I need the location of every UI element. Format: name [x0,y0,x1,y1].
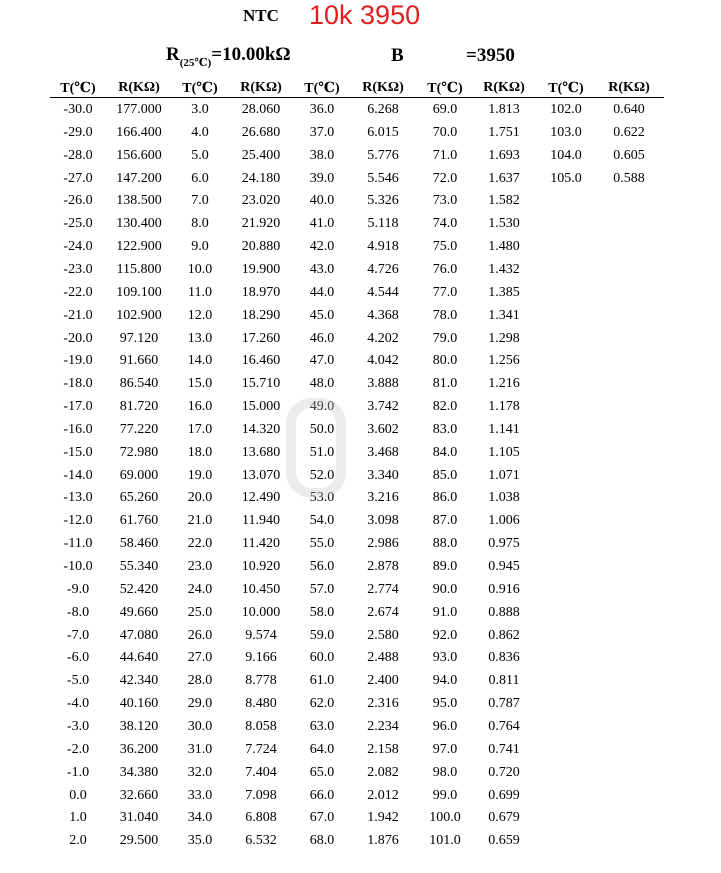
resistance-cell: 2.082 [367,764,399,780]
temperature-cell: 57.0 [309,581,335,597]
temperature-cell: 78.0 [432,307,458,323]
temperature-cell: 89.0 [432,559,458,574]
temperature-cell: 90.0 [432,581,458,597]
resistance-cell: 8.058 [245,718,277,734]
temperature-cell: 92.0 [432,627,458,643]
resistance-cell: 52.420 [119,581,159,597]
temperature-cell: -20.0 [63,330,93,346]
temperature-cell: 39.0 [309,170,335,186]
temperature-cell: 44.0 [309,284,335,300]
resistance-cell: 6.268 [367,102,399,117]
temperature-cell: 40.0 [309,193,335,209]
temperature-cell: 52.0 [309,467,335,483]
resistance-cell: 5.776 [367,147,399,163]
model-label: 10k 3950 [309,0,421,30]
temperature-cell: 76.0 [432,261,458,277]
resistance-cell: 1.876 [367,833,399,849]
resistance-cell: 4.726 [367,261,399,277]
temperature-cell: 51.0 [309,444,335,460]
resistance-cell: 6.808 [245,810,277,826]
temperature-cell: 73.0 [432,193,458,209]
resistance-cell: 0.588 [613,170,645,186]
resistance-cell: 24.180 [241,170,281,186]
column-header: R(KΩ) [483,80,525,95]
b-label: B [391,45,404,66]
resistance-cell: 72.980 [119,444,159,460]
temperature-cell: 69.0 [432,102,458,117]
resistance-cell: 1.480 [488,239,520,255]
resistance-cell: 1.813 [488,102,520,117]
temperature-cell: 65.0 [309,764,335,780]
resistance-cell: 1.582 [488,193,520,209]
temperature-cell: 45.0 [309,307,335,323]
temperature-cell: -5.0 [66,673,90,689]
resistance-cell: 16.460 [241,353,281,369]
resistance-cell: 166.400 [116,124,162,140]
resistance-cell: 1.038 [488,490,520,506]
temperature-cell: 15.0 [187,376,213,392]
temperature-cell: 38.0 [309,147,335,163]
resistance-cell: 1.256 [488,353,520,369]
resistance-cell: 86.540 [119,376,159,392]
header-rule [50,97,664,98]
temperature-cell: 49.0 [309,399,335,415]
resistance-cell: 21.920 [241,216,281,232]
temperature-cell: 87.0 [432,513,458,529]
temperature-cell: 0.0 [69,787,87,803]
temperature-cell: 22.0 [187,536,213,552]
resistance-cell: 7.098 [245,787,277,803]
column-header: R(KΩ) [118,80,160,95]
resistance-cell: 0.640 [613,102,645,117]
column-header: T(℃) [182,81,218,96]
temperature-cell: -3.0 [66,718,90,734]
temperature-cell: 6.0 [191,170,209,186]
resistance-cell: 3.888 [367,376,399,392]
temperature-cell: 24.0 [187,581,213,597]
temperature-cell: 17.0 [187,421,213,437]
resistance-cell: 81.720 [119,399,159,415]
resistance-cell: 49.660 [119,604,159,620]
temperature-cell: -28.0 [63,147,93,163]
resistance-cell: 10.920 [241,559,281,574]
temperature-cell: 7.0 [191,193,209,209]
temperature-cell: 71.0 [432,147,458,163]
temperature-cell: -26.0 [63,193,93,209]
resistance-cell: 2.580 [367,627,399,643]
temperature-cell: 27.0 [187,650,213,666]
temperature-cell: -2.0 [66,741,90,757]
resistance-cell: 10.450 [241,581,281,597]
resistance-cell: 2.400 [367,673,399,689]
temperature-cell: 23.0 [187,559,213,574]
resistance-cell: 156.600 [116,147,162,163]
temperature-cell: 72.0 [432,170,458,186]
temperature-cell: 83.0 [432,421,458,437]
temperature-cell: 47.0 [309,353,335,369]
temperature-cell: 59.0 [309,627,335,643]
resistance-cell: 32.660 [119,787,159,803]
resistance-cell: 5.118 [367,216,399,232]
temperature-cell: 79.0 [432,330,458,346]
resistance-cell: 65.260 [119,490,159,506]
temperature-cell: 18.0 [187,444,213,460]
resistance-cell: 1.751 [488,124,520,140]
temperature-cell: -23.0 [63,261,93,277]
r25-prefix: R [166,44,180,65]
temperature-cell: 36.0 [309,102,335,117]
resistance-cell: 58.460 [119,536,159,552]
resistance-cell: 1.105 [488,444,520,460]
resistance-cell: 1.006 [488,513,520,529]
temperature-cell: 5.0 [191,147,209,163]
resistance-cell: 5.546 [367,170,399,186]
resistance-cell: 1.432 [488,261,520,277]
temperature-cell: 75.0 [432,239,458,255]
resistance-cell: 42.340 [119,673,159,689]
resistance-cell: 109.100 [116,284,162,300]
temperature-cell: 1.0 [69,810,87,826]
temperature-cell: 4.0 [191,124,209,140]
temperature-cell: -11.0 [63,536,93,552]
temperature-cell: 64.0 [309,741,335,757]
resistance-cell: 0.916 [488,581,520,597]
temperature-cell: 77.0 [432,284,458,300]
temperature-cell: -27.0 [63,170,93,186]
resistance-cell: 6.532 [245,833,277,849]
temperature-cell: 84.0 [432,444,458,460]
resistance-cell: 1.216 [488,376,520,392]
temperature-cell: 68.0 [309,833,335,849]
temperature-cell: 53.0 [309,490,335,506]
temperature-cell: 103.0 [550,124,582,140]
resistance-cell: 4.544 [367,284,399,300]
resistance-cell: 3.098 [367,513,399,529]
temperature-cell: 94.0 [432,673,458,689]
temperature-cell: 97.0 [432,741,458,757]
resistance-cell: 0.945 [488,559,520,574]
temperature-cell: 62.0 [309,696,335,712]
temperature-cell: 98.0 [432,764,458,780]
ntc-title: NTC [243,6,279,25]
resistance-cell: 102.900 [116,307,162,323]
temperature-cell: 26.0 [187,627,213,643]
resistance-cell: 44.640 [119,650,159,666]
temperature-cell: 48.0 [309,376,335,392]
resistance-cell: 38.120 [119,718,159,734]
temperature-cell: 12.0 [187,307,213,323]
resistance-cell: 0.659 [488,833,520,849]
resistance-cell: 11.940 [242,513,280,529]
resistance-cell: 3.216 [367,490,399,506]
temperature-cell: 10.0 [187,261,213,277]
resistance-cell: 4.918 [367,239,399,255]
temperature-cell: -24.0 [63,239,93,255]
temperature-cell: 30.0 [187,718,213,734]
temperature-cell: -9.0 [66,581,90,597]
resistance-cell: 115.800 [116,261,162,277]
temperature-cell: 31.0 [187,741,213,757]
resistance-cell: 0.720 [488,764,520,780]
column-header: R(KΩ) [362,80,404,95]
resistance-cell: 1.071 [488,467,520,483]
temperature-cell: -30.0 [63,102,93,117]
resistance-cell: 18.970 [241,284,281,300]
resistance-cell: 138.500 [116,193,162,209]
temperature-cell: 74.0 [432,216,458,232]
temperature-cell: -6.0 [66,650,90,666]
temperature-cell: -1.0 [66,764,90,780]
temperature-cell: 102.0 [550,102,582,117]
resistance-cell: 0.888 [488,604,520,620]
r25-value: =10.00kΩ [211,44,291,65]
temperature-cell: -4.0 [66,696,90,712]
temperature-cell: 43.0 [309,261,335,277]
column-header: T(℃) [548,81,584,96]
resistance-cell: 13.680 [241,444,281,460]
resistance-cell: 0.862 [488,627,520,643]
r25-label [166,44,291,69]
temperature-cell: 46.0 [309,330,335,346]
resistance-cell: 10.000 [241,604,281,620]
resistance-cell: 11.420 [242,536,280,552]
resistance-cell: 0.699 [488,787,520,803]
temperature-cell: 34.0 [187,810,213,826]
temperature-cell: 11.0 [188,284,212,300]
resistance-cell: 9.574 [245,627,277,643]
resistance-cell: 1.942 [367,810,399,826]
temperature-cell: 41.0 [309,216,335,232]
resistance-cell: 9.166 [245,650,277,666]
resistance-cell: 7.724 [245,741,277,757]
resistance-cell: 1.693 [488,147,520,163]
resistance-cell: 3.340 [367,467,399,483]
temperature-cell: -29.0 [63,124,93,140]
temperature-cell: 37.0 [309,124,335,140]
column-header: R(KΩ) [608,80,650,95]
resistance-cell: 1.385 [488,284,520,300]
temperature-cell: 20.0 [187,490,213,506]
resistance-cell: 4.368 [367,307,399,323]
resistance-cell: 61.760 [119,513,159,529]
temperature-cell: 82.0 [432,399,458,415]
resistance-cell: 18.290 [241,307,281,323]
resistance-cell: 130.400 [116,216,162,232]
temperature-cell: -19.0 [63,353,93,369]
temperature-cell: 67.0 [309,810,335,826]
resistance-cell: 147.200 [116,170,162,186]
temperature-cell: 54.0 [309,513,335,529]
temperature-cell: -16.0 [63,421,93,437]
resistance-cell: 26.680 [241,124,281,140]
resistance-cell: 1.141 [488,421,520,437]
resistance-cell: 28.060 [241,102,281,117]
temperature-cell: -14.0 [63,467,93,483]
resistance-cell: 1.530 [488,216,520,232]
temperature-cell: 99.0 [432,787,458,803]
resistance-cell: 69.000 [119,467,159,483]
resistance-cell: 3.468 [367,444,399,460]
temperature-cell: 42.0 [309,239,335,255]
resistance-cell: 40.160 [119,696,159,712]
resistance-cell: 13.070 [241,467,281,483]
resistance-cell: 4.042 [367,353,399,369]
resistance-cell: 15.000 [241,399,281,415]
resistance-cell: 4.202 [367,330,399,346]
temperature-cell: 3.0 [191,102,209,117]
temperature-cell: 61.0 [309,673,335,689]
temperature-cell: 29.0 [187,696,213,712]
temperature-cell: 93.0 [432,650,458,666]
resistance-cell: 5.326 [367,193,399,209]
temperature-cell: 91.0 [432,604,458,620]
resistance-cell: 77.220 [119,421,159,437]
temperature-cell: 55.0 [309,536,335,552]
temperature-cell: 66.0 [309,787,335,803]
resistance-cell: 47.080 [119,627,159,643]
resistance-cell: 14.320 [241,421,281,437]
resistance-cell: 36.200 [119,741,159,757]
resistance-cell: 0.764 [488,718,520,734]
temperature-cell: 85.0 [432,467,458,483]
resistance-cell: 23.020 [241,193,281,209]
temperature-cell: 56.0 [309,559,335,574]
temperature-cell: 50.0 [309,421,335,437]
resistance-cell: 6.015 [367,124,399,140]
resistance-cell: 2.234 [367,718,399,734]
temperature-cell: 14.0 [187,353,213,369]
resistance-cell: 25.400 [241,147,281,163]
resistance-cell: 122.900 [116,239,162,255]
temperature-cell: -15.0 [63,444,93,460]
temperature-cell: 13.0 [187,330,213,346]
temperature-cell: -12.0 [63,513,93,529]
temperature-cell: 80.0 [432,353,458,369]
resistance-cell: 0.811 [488,673,520,689]
temperature-cell: -17.0 [63,399,93,415]
temperature-cell: 105.0 [550,170,582,186]
resistance-cell: 2.986 [367,536,399,552]
resistance-cell: 0.622 [613,124,645,140]
column-header: T(℃) [60,81,96,96]
resistance-cell: 1.178 [488,399,520,415]
resistance-cell: 1.341 [488,307,520,323]
resistance-cell: 2.158 [367,741,399,757]
temperature-cell: 2.0 [69,833,87,849]
resistance-cell: 177.000 [116,102,162,117]
resistance-cell: 2.012 [367,787,399,803]
temperature-cell: -25.0 [63,216,93,232]
column-header: T(℃) [427,81,463,96]
temperature-cell: 100.0 [429,810,461,826]
temperature-cell: 101.0 [429,833,461,849]
resistance-cell: 1.298 [488,330,520,346]
temperature-cell: 16.0 [187,399,213,415]
resistance-cell: 20.880 [241,239,281,255]
temperature-cell: 19.0 [187,467,213,483]
resistance-cell: 2.774 [367,581,399,597]
temperature-cell: 88.0 [432,536,458,552]
temperature-cell: 96.0 [432,718,458,734]
resistance-cell: 0.836 [488,650,520,666]
resistance-cell: 91.660 [119,353,159,369]
temperature-cell: 9.0 [191,239,209,255]
resistance-cell: 97.120 [119,330,159,346]
resistance-cell: 2.316 [367,696,399,712]
temperature-cell: -10.0 [63,559,93,574]
temperature-cell: 32.0 [187,764,213,780]
resistance-cell: 29.500 [119,833,159,849]
resistance-cell: 12.490 [241,490,281,506]
resistance-cell: 34.380 [119,764,159,780]
resistance-cell: 0.787 [488,696,520,712]
resistance-cell: 0.975 [488,536,520,552]
temperature-cell: 70.0 [432,124,458,140]
column-header: R(KΩ) [240,80,282,95]
resistance-cell: 8.480 [245,696,277,712]
resistance-cell: 0.605 [613,147,645,163]
temperature-cell: 63.0 [309,718,335,734]
temperature-cell: 58.0 [309,604,335,620]
temperature-cell: -7.0 [66,627,90,643]
temperature-cell: 60.0 [309,650,335,666]
resistance-cell: 3.742 [367,399,399,415]
resistance-cell: 0.741 [488,741,520,757]
resistance-cell: 15.710 [241,376,281,392]
temperature-cell: 8.0 [191,216,209,232]
resistance-cell: 31.040 [119,810,159,826]
temperature-cell: 86.0 [432,490,458,506]
temperature-cell: 25.0 [187,604,213,620]
r25-subscript: (25℃) [179,57,212,69]
resistance-cell: 7.404 [245,764,277,780]
resistance-cell: 17.260 [241,330,281,346]
temperature-cell: -13.0 [63,490,93,506]
column-header: T(℃) [304,81,340,96]
resistance-cell: 19.900 [241,261,281,277]
resistance-cell: 2.674 [367,604,399,620]
resistance-cell: 1.637 [488,170,520,186]
resistance-cell: 2.878 [367,559,399,574]
resistance-cell: 55.340 [119,559,159,574]
resistance-cell: 2.488 [367,650,399,666]
temperature-cell: 35.0 [187,833,213,849]
temperature-cell: -22.0 [63,284,93,300]
temperature-cell: -8.0 [66,604,90,620]
resistance-cell: 0.679 [488,810,520,826]
temperature-cell: 33.0 [187,787,213,803]
temperature-cell: -18.0 [63,376,93,392]
resistance-cell: 3.602 [367,421,399,437]
temperature-cell: 104.0 [550,147,582,163]
temperature-cell: 28.0 [187,673,213,689]
b-value: =3950 [466,45,515,66]
temperature-cell: -21.0 [63,307,93,323]
temperature-cell: 21.0 [187,513,213,529]
temperature-cell: 81.0 [432,376,458,392]
resistance-cell: 8.778 [245,673,277,689]
temperature-cell: 95.0 [432,696,458,712]
